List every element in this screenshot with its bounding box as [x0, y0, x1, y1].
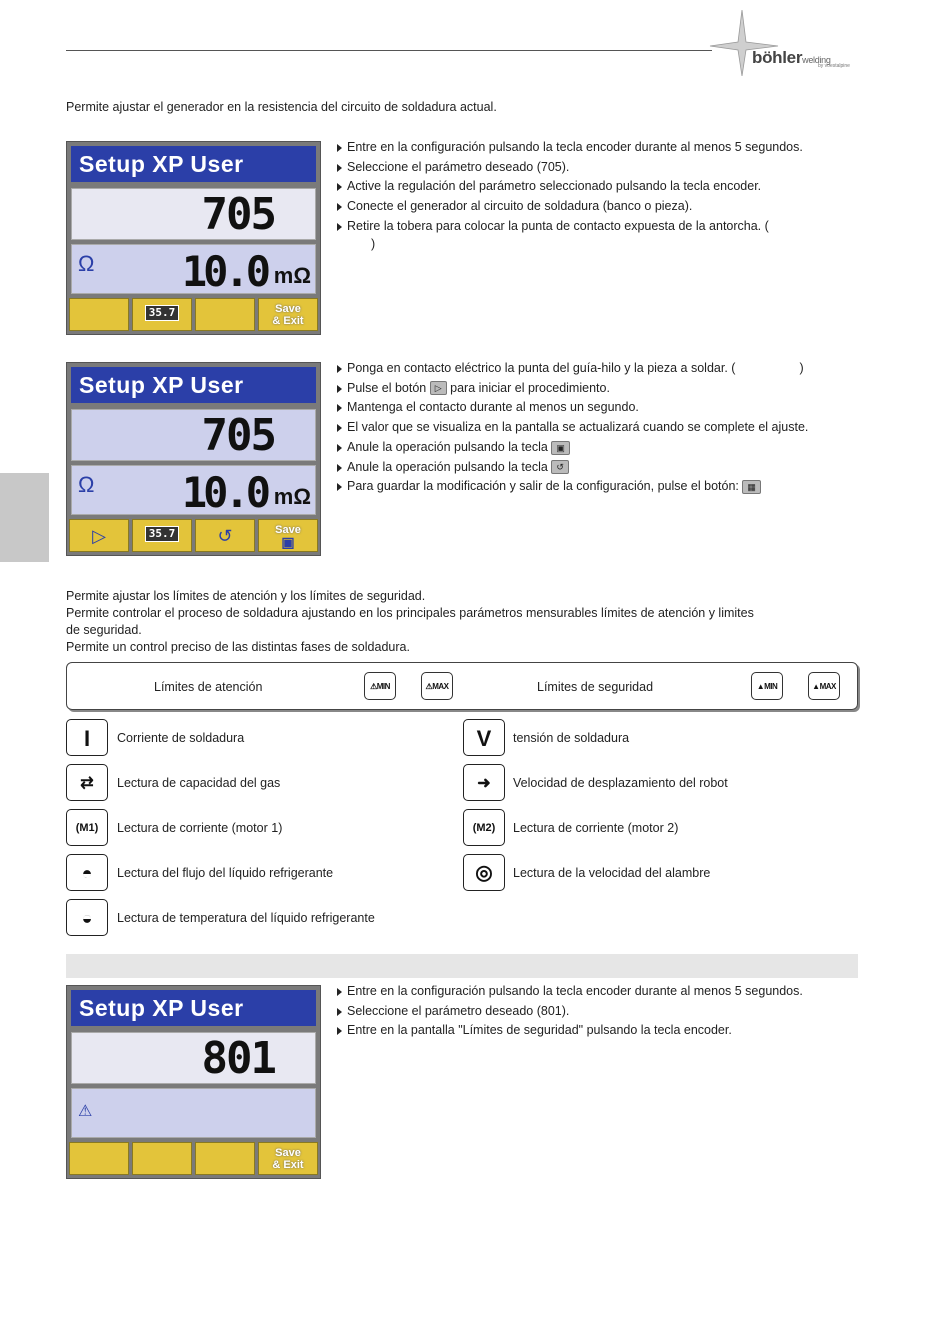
motor-2-current-icon: (M2): [463, 809, 505, 846]
steps-list-1: [336, 138, 803, 251]
save-key-icon: ▣: [551, 441, 570, 455]
param-label: tensión de soldadura: [513, 731, 630, 745]
floppy-icon: ▣: [281, 534, 295, 550]
softkey-2[interactable]: [132, 298, 192, 331]
undo-icon: ↺: [217, 526, 233, 546]
mini-display: 35.7: [145, 526, 180, 542]
param-label: Lectura de corriente (motor 1): [117, 821, 283, 835]
lcd-value-panel: [71, 465, 316, 515]
lcd-unit: mΩ: [273, 263, 311, 288]
param-label: Corriente de soldadura: [117, 731, 245, 745]
softkey-1[interactable]: [69, 298, 129, 331]
motor-1-current-icon: (M1): [66, 809, 108, 846]
wire-speed-icon: ◎: [463, 854, 505, 891]
play-icon: ▷: [92, 526, 106, 546]
list-item: Mantenga el contacto durante al menos un segundo.: [336, 398, 808, 418]
warning-gas-icon: ⚠: [78, 1103, 93, 1120]
lcd-value-panel: [71, 244, 316, 294]
lcd-screen-705-a: [66, 141, 321, 335]
safety-limits-label: Límites de seguridad: [537, 680, 654, 694]
coolant-temperature-icon: ◒: [66, 899, 108, 936]
attention-limits-label: Límites de atención: [154, 680, 263, 694]
list-item: Active la regulación del parámetro seleccionado pulsando la tecla encoder.: [336, 177, 803, 197]
lcd-unit: mΩ: [273, 484, 311, 509]
param-label: Velocidad de desplazamiento del robot: [513, 776, 728, 790]
gas-flow-icon: ⇄: [66, 764, 108, 801]
list-item: Anule la operación pulsando la tecla ↺: [336, 458, 808, 478]
list-item: Para guardar la modificación y salir de la configuración, pulse el botón: ▦: [336, 477, 808, 497]
softkey-3[interactable]: [195, 1142, 255, 1175]
list-item: Pulse el botón ▷ para iniciar el procedimiento.: [336, 379, 808, 399]
list-item: Conecte el generador al circuito de soldadura (banco o pieza).: [336, 197, 803, 217]
param-label: Lectura de temperatura del líquido refrigerante: [117, 911, 375, 925]
steps-list-2: [336, 359, 808, 497]
save-exit-button[interactable]: Save & Exit: [258, 1142, 318, 1175]
ohm-icon: Ω: [78, 472, 95, 497]
softkey-2[interactable]: [132, 519, 192, 552]
list-item: Anule la operación pulsando la tecla ▣: [336, 438, 808, 458]
welding-voltage-icon: V: [463, 719, 505, 756]
lcd-value: 10.0: [181, 468, 267, 517]
param-label: Lectura de corriente (motor 2): [513, 821, 679, 835]
softkey-2[interactable]: [132, 1142, 192, 1175]
lcd-header: Setup XP User: [71, 146, 316, 182]
param-label: Lectura del flujo del líquido refrigerante: [117, 866, 334, 880]
list-item: Retire la tobera para colocar la punta de contacto expuesta de la antorcha. (: [336, 217, 803, 237]
limits-description: Permite ajustar los límites de atención y los límites de seguridad. Permite controlar el proceso de soldadura ajustando en los principales parámetros mensurables límites de atención y limites de seguridad. Permite un control preciso de las distintas fases de soldadura.: [66, 589, 754, 654]
param-label: Lectura de la velocidad del alambre: [513, 866, 711, 880]
lcd-parameter-number: 801: [71, 1032, 316, 1084]
coolant-flow-icon: ◓: [66, 854, 108, 891]
list-item: Seleccione el parámetro deseado (705).: [336, 158, 803, 178]
safety-max-icon: ▲MAX: [808, 672, 840, 700]
save-exit-button[interactable]: Save & Exit: [258, 298, 318, 331]
brand-logo: böhlerwelding: [752, 48, 831, 67]
safety-min-icon: ▲MIN: [751, 672, 783, 700]
lcd-value: 10.0: [181, 247, 267, 296]
lcd-value-panel: [71, 1088, 316, 1138]
lcd-parameter-number: 705: [71, 409, 316, 461]
side-tab: [0, 473, 49, 562]
mini-display: 35.7: [145, 305, 180, 321]
limits-legend-box: [66, 662, 858, 710]
undo-button[interactable]: [195, 519, 255, 552]
list-item: Ponga en contacto eléctrico la punta del guía-hilo y la pieza a soldar. ( ): [336, 359, 808, 379]
ohm-icon: Ω: [78, 251, 95, 276]
softkey-1[interactable]: [69, 1142, 129, 1175]
softkey-3[interactable]: [195, 298, 255, 331]
play-button[interactable]: [69, 519, 129, 552]
play-key-icon: ▷: [430, 381, 447, 395]
list-item-continuation: ): [371, 236, 376, 251]
lcd-screen-705-b: [66, 362, 321, 556]
intro-text: Permite ajustar el generador en la resistencia del circuito de soldadura actual.: [66, 100, 497, 114]
save-exit-key-icon: ▦: [742, 480, 761, 494]
section-band: [66, 954, 858, 978]
brand-sub: by voestalpine: [818, 63, 850, 69]
list-item: Entre en la pantalla "Límites de seguridad" pulsando la tecla encoder.: [336, 1021, 803, 1041]
robot-speed-icon: ➜: [463, 764, 505, 801]
attention-max-icon: ⚠MAX: [421, 672, 453, 700]
lcd-header: Setup XP User: [71, 990, 316, 1026]
list-item: Entre en la configuración pulsando la tecla encoder durante al menos 5 segundos.: [336, 138, 803, 158]
list-item: Seleccione el parámetro deseado (801).: [336, 1002, 803, 1022]
steps-list-3: [336, 982, 803, 1041]
undo-key-icon: ↺: [551, 460, 569, 474]
lcd-screen-801: [66, 985, 321, 1179]
param-label: Lectura de capacidad del gas: [117, 776, 281, 790]
header-rule: [66, 50, 712, 51]
save-button[interactable]: Save ▣: [258, 519, 318, 552]
lcd-header: Setup XP User: [71, 367, 316, 403]
welding-current-icon: I: [66, 719, 108, 756]
list-item: Entre en la configuración pulsando la tecla encoder durante al menos 5 segundos.: [336, 982, 803, 1002]
list-item: El valor que se visualiza en la pantalla se actualizará cuando se complete el ajuste.: [336, 418, 808, 438]
attention-min-icon: ⚠MIN: [364, 672, 396, 700]
lcd-parameter-number: 705: [71, 188, 316, 240]
